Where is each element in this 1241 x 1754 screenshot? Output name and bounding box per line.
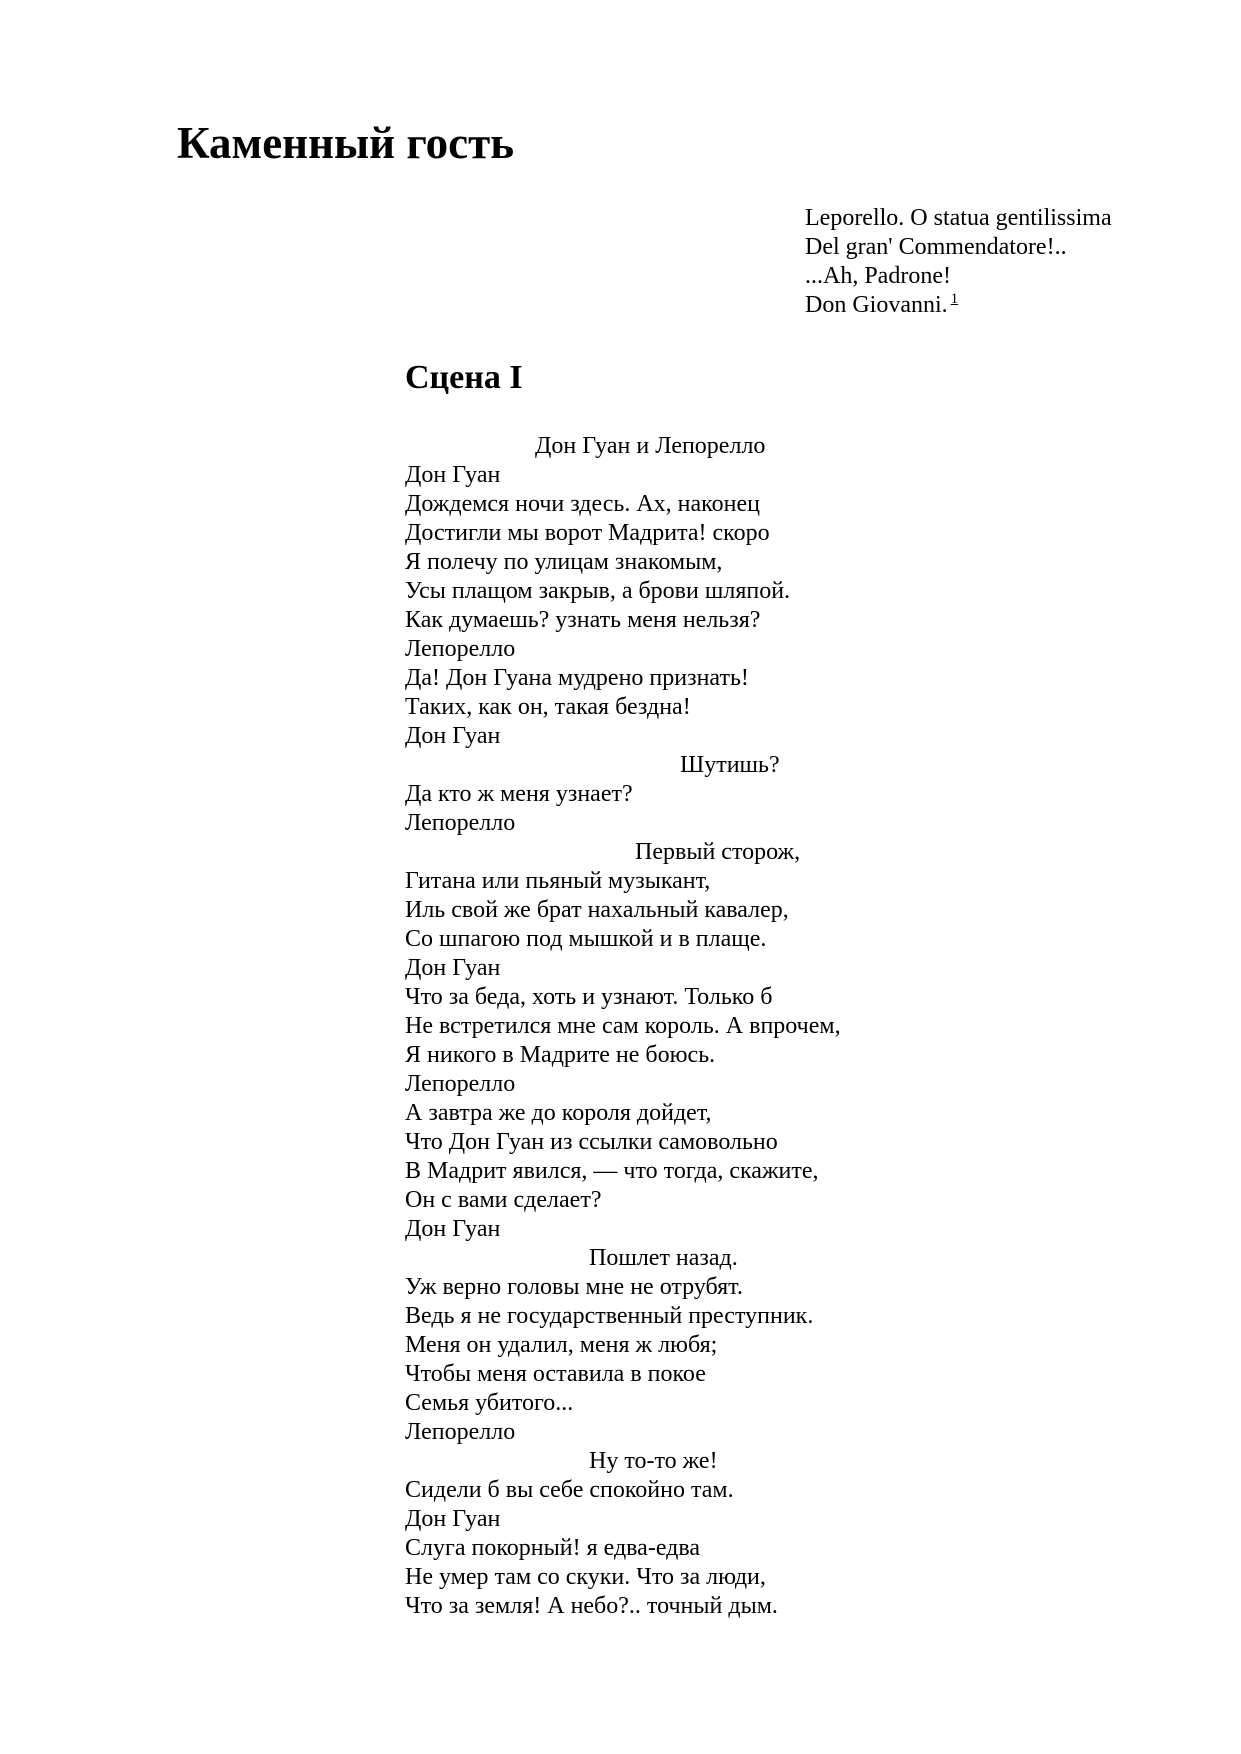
verse-line: В Мадрит явился, — что тогда, скажите, [405,1158,819,1184]
verse-line: Да! Дон Гуана мудрено признать! [405,665,749,691]
verse-line: Не умер там со скуки. Что за люди, [405,1564,766,1590]
verse-line-continued: Первый сторож, [635,839,801,865]
speaker-name: Дон Гуан [405,1216,501,1242]
footnote-link[interactable]: 1 [950,291,959,307]
verse-line: Гитана или пьяный музыкант, [405,868,711,894]
epigraph-line: Leporello. O statua gentilissima [805,205,1112,231]
speaker-name: Лепорелло [405,1071,516,1097]
epigraph-line: ...Ah, Padrone! [805,263,951,289]
speaker-name: Дон Гуан [405,955,501,981]
verse-line: Таких, как он, такая бездна! [405,694,691,720]
speaker-name: Дон Гуан [405,462,501,488]
speaker-name: Дон Гуан [405,723,501,749]
verse-line-continued: Ну то-то же! [589,1448,718,1474]
verse-line: Он с вами сделает? [405,1187,602,1213]
verse-line: А завтра же до короля дойдет, [405,1100,712,1126]
verse-line: Что за беда, хоть и узнают. Только б [405,984,773,1010]
verse-line: Чтобы меня оставила в покое [405,1361,706,1387]
verse-line: Усы плащом закрыв, а брови шляпой. [405,578,791,604]
speaker-name: Лепорелло [405,636,516,662]
epigraph-line: Del gran' Commendatore!.. [805,234,1067,260]
verse-line: Слуга покорный! я едва-едва [405,1535,701,1561]
scene-title: Сцена I [405,359,523,396]
verse-line: Дождемся ночи здесь. Ах, наконец [405,491,760,517]
verse-line: Сидели б вы себе спокойно там. [405,1477,734,1503]
verse-line: Не встретился мне сам король. А впрочем, [405,1013,841,1039]
verse-line: Что за земля! А небо?.. точный дым. [405,1593,778,1619]
verse-line: Меня он удалил, меня ж любя; [405,1332,718,1358]
verse-line: Как думаешь? узнать меня нельзя? [405,607,761,633]
epigraph-attribution [805,291,1225,320]
verse-line: Со шпагою под мышкой и в плаще. [405,926,767,952]
play-text [405,432,1105,1621]
verse-line: Достигли мы ворот Мадрита! скоро [405,520,770,546]
verse-line: Семья убитого... [405,1390,574,1416]
verse-line-continued: Шутишь? [680,752,780,778]
epigraph [805,204,1225,320]
verse-line: Иль свой же брат нахальный кавалер, [405,897,789,923]
page-title: Каменный гость [177,118,515,168]
speaker-name: Дон Гуан [405,1506,501,1532]
speaker-name: Лепорелло [405,810,516,836]
verse-line: Ведь я не государственный преступник. [405,1303,814,1329]
verse-line: Да кто ж меня узнает? [405,781,633,807]
epigraph-attribution-text: Don Giovanni. [805,292,948,318]
verse-line: Уж верно головы мне не отрубят. [405,1274,743,1300]
verse-line-continued: Пошлет назад. [589,1245,738,1271]
stage-direction: Дон Гуан и Лепорелло [535,433,766,459]
verse-line: Что Дон Гуан из ссылки самовольно [405,1129,778,1155]
verse-line: Я никого в Мадрите не боюсь. [405,1042,716,1068]
verse-line: Я полечу по улицам знакомым, [405,549,723,575]
speaker-name: Лепорелло [405,1419,516,1445]
